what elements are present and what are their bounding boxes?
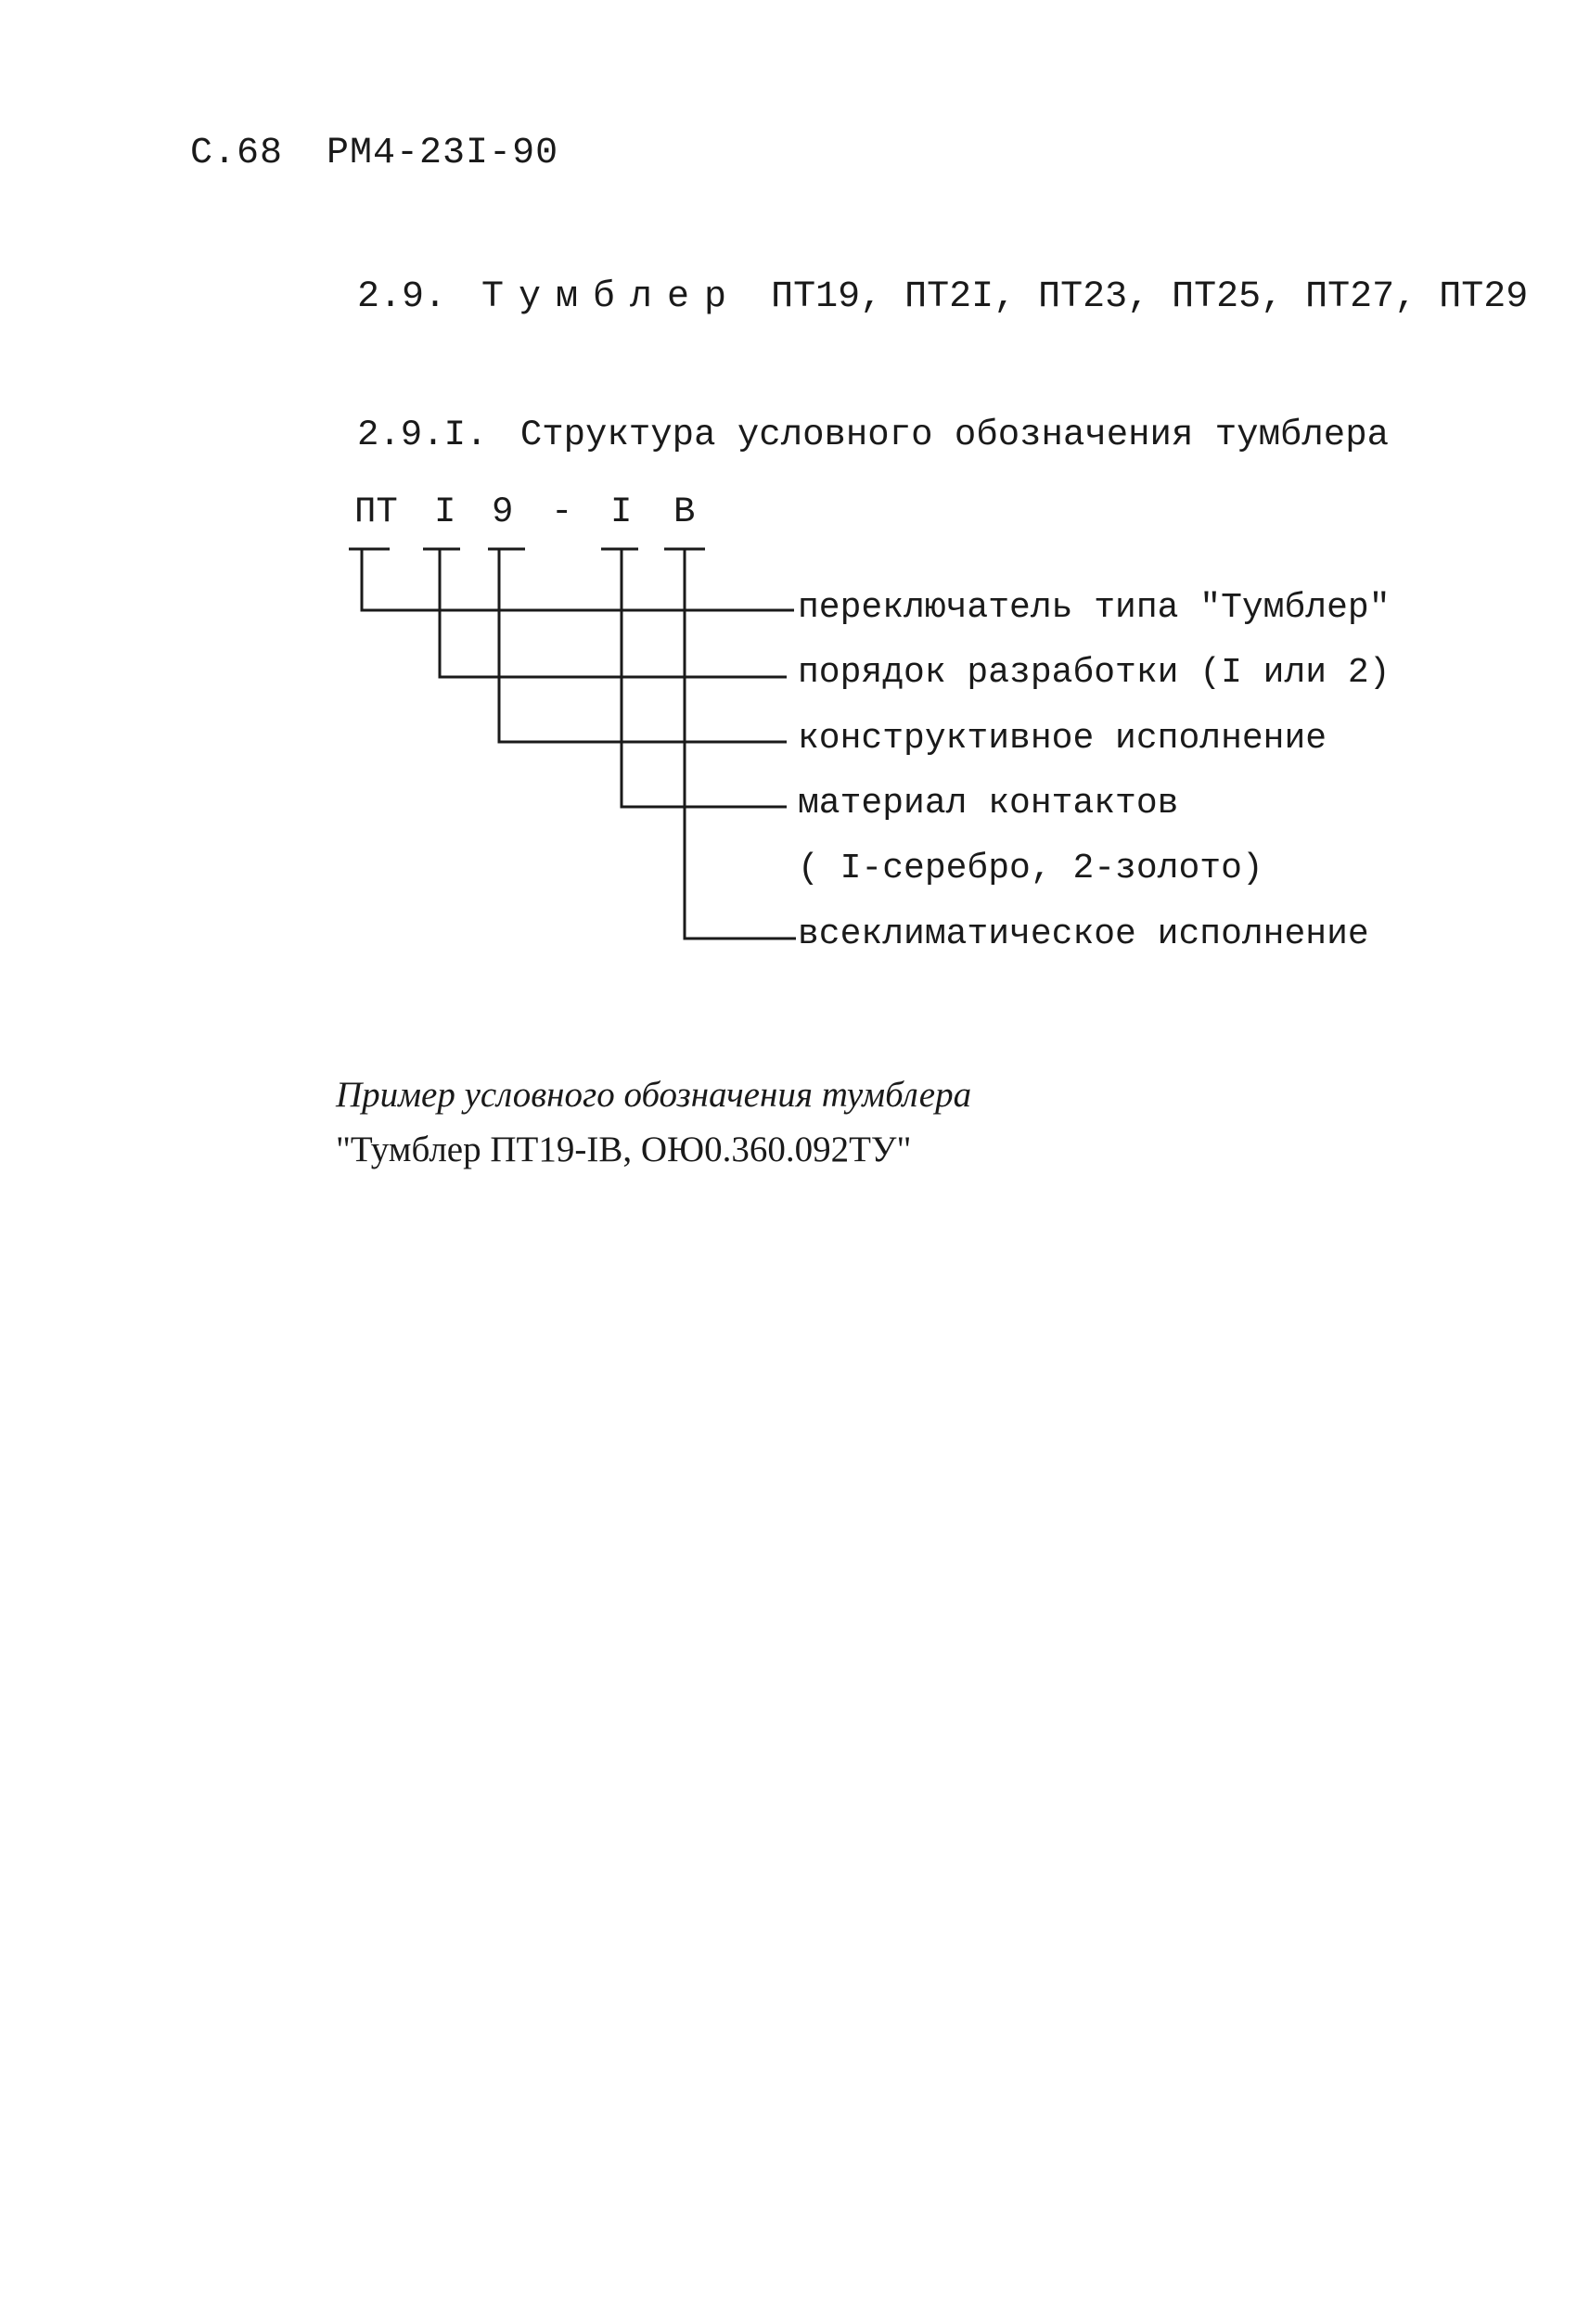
code-part-revision: I (434, 492, 456, 532)
code-part-climate: В (673, 492, 696, 532)
section-models: ПТ19, ПТ2I, ПТ23, ПТ25, ПТ27, ПТ29 (771, 276, 1529, 318)
code-part-type: ПТ (354, 492, 398, 532)
code-part-design: 9 (492, 492, 514, 532)
section-heading (357, 276, 1528, 318)
connector-design (499, 549, 787, 742)
legend-design: конструктивное исполнение (798, 719, 1327, 759)
subsection-number: 2.9.I. (357, 415, 488, 455)
page-header (190, 133, 558, 174)
example-title: Пример условного обозначения тумблера (336, 1075, 972, 1115)
section-title: Тумблер (481, 276, 742, 318)
legend-material-detail: ( I-серебро, 2-золото) (798, 849, 1263, 888)
subsection-title: Структура условного обозначения тумблера (519, 415, 1389, 455)
subsection-heading (357, 415, 1389, 455)
code-part-material: I (610, 492, 633, 532)
connector-revision (440, 549, 787, 677)
section-number: 2.9. (357, 276, 447, 318)
connector-climate (685, 549, 796, 939)
legend-material: материал контактов (798, 784, 1179, 824)
connector-type (362, 549, 794, 610)
code-part-dash: - (551, 492, 573, 532)
legend-revision: порядок разработки (I или 2) (798, 653, 1391, 693)
legend-climate: всеклиматическое исполнение (798, 914, 1369, 954)
doc-code: РМ4-23I-90 (327, 133, 559, 174)
example-value: "Тумблер ПТ19-IВ, ОЮ0.360.092ТУ" (336, 1130, 912, 1169)
legend-type: переключатель типа "Тумблер" (798, 588, 1391, 628)
page-ref: С.68 (190, 133, 284, 174)
connector-material (622, 549, 787, 807)
